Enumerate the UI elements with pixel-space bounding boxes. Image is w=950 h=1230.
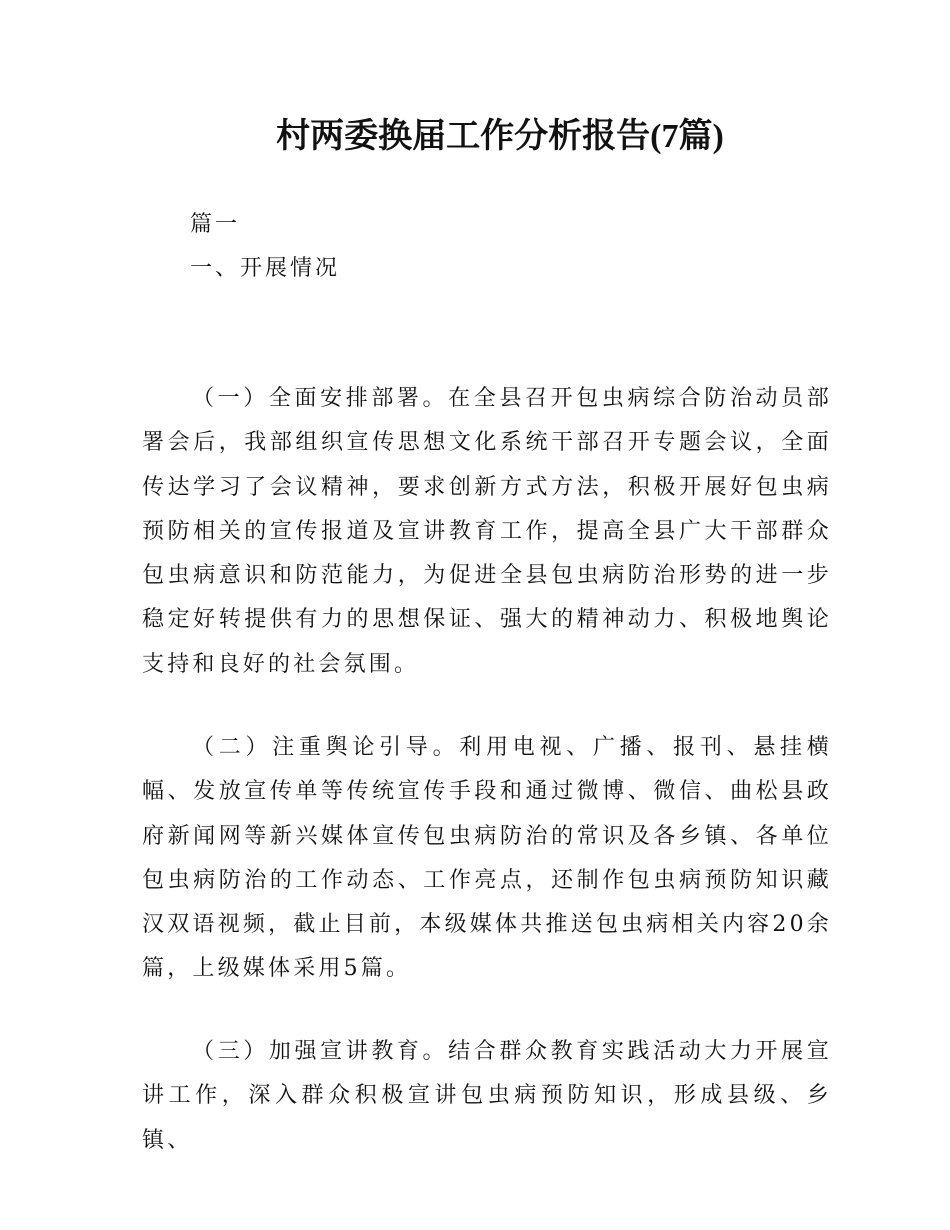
section-heading: 一、开展情况 <box>190 256 341 281</box>
paragraph-2: （二）注重舆论引导。利用电视、广播、报刊、悬挂横幅、发放宣传单等传统宣传手段和通过微博、微信、曲松县政府新闻网等新兴媒体宣传包虫病防治的常识及各乡镇、各单位包虫病防治的工作动态、工作亮点，还制作包虫病预防知识藏汉双语视频，截止目前，本级媒体共推送包虫病相关内容20余篇，上级媒体采用5篇。 <box>142 735 832 982</box>
part-label: 篇一 <box>190 212 241 237</box>
paragraph-3: （三）加强宣讲教育。结合群众教育实践活动大力开展宣讲工作，深入群众积极宣讲包虫病预防知识，形成县级、乡镇、 <box>142 1039 832 1153</box>
document-title: 村两委换届工作分析报告(7篇) <box>276 118 724 155</box>
paragraph-1: （一）全面安排部署。在全县召开包虫病综合防治动员部署会后，我部组织宣传思想文化系统干部召开专题会议，全面传达学习了会议精神，要求创新方式方法，积极开展好包虫病预防相关的宣传报道及宣讲教育工作，提高全县广大干部群众包虫病意识和防范能力，为促进全县包虫病防治形势的进一步稳定好转提供有力的思想保证、强大的精神动力、积极地舆论支持和良好的社会氛围。 <box>142 386 832 677</box>
